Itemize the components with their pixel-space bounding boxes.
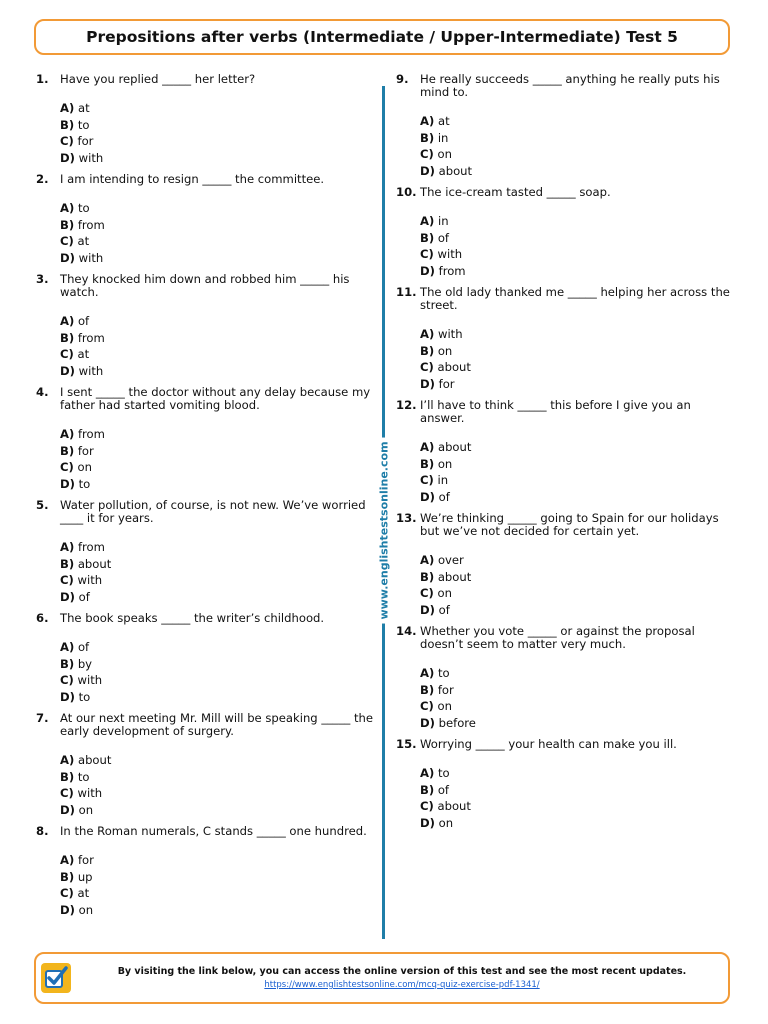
option-text: with <box>78 150 104 165</box>
option-text: in <box>437 473 449 487</box>
question-item <box>36 712 376 818</box>
option-text: at <box>437 114 450 128</box>
option-text: of <box>77 314 90 328</box>
question-number: 3. <box>36 272 49 286</box>
answer-option <box>420 113 736 130</box>
question-number: 14. <box>396 624 417 638</box>
question-text: Have you replied _____ her letter? <box>60 72 256 86</box>
answer-option <box>420 343 736 360</box>
answer-option <box>60 852 376 869</box>
option-letter: A) <box>420 214 435 228</box>
answer-option <box>420 765 736 782</box>
option-letter: A) <box>60 753 75 767</box>
page-title: Prepositions after verbs (Intermediate / Upper-Intermediate) Test 5 <box>86 28 678 46</box>
option-text: of <box>77 640 90 654</box>
option-letter: A) <box>420 114 435 128</box>
option-letter: C) <box>420 147 434 161</box>
question-item <box>36 386 376 492</box>
answer-option <box>420 439 736 456</box>
option-letter: A) <box>60 540 75 554</box>
answer-option <box>420 359 736 376</box>
option-text: about <box>437 440 472 454</box>
option-letter: D) <box>60 902 75 917</box>
answer-option <box>420 376 736 393</box>
question-number: 7. <box>36 711 49 725</box>
answer-options <box>36 100 376 166</box>
option-letter: D) <box>420 163 435 178</box>
question-text: The ice-cream tasted _____ soap. <box>420 185 611 199</box>
answer-options <box>396 439 736 505</box>
answer-option <box>60 346 376 363</box>
answer-options <box>396 552 736 618</box>
option-letter: B) <box>60 869 75 884</box>
option-text: of <box>438 489 450 504</box>
answer-option <box>60 133 376 150</box>
option-text: at <box>77 234 90 248</box>
answer-option <box>60 330 376 347</box>
option-letter: A) <box>60 201 75 215</box>
answer-option <box>420 326 736 343</box>
answer-option <box>60 902 376 919</box>
option-letter: B) <box>420 230 435 245</box>
answer-option <box>420 489 736 506</box>
option-letter: A) <box>420 666 435 680</box>
answer-option <box>60 363 376 380</box>
answer-option <box>60 572 376 589</box>
answer-option <box>60 100 376 117</box>
answer-option <box>60 539 376 556</box>
option-letter: B) <box>60 656 75 671</box>
option-text: from <box>77 540 105 554</box>
option-text: with <box>78 250 104 265</box>
footer-link[interactable]: https://www.englishtestsonline.com/mcq-quiz-exercise-pdf-1341/ <box>264 980 540 990</box>
option-text: on <box>437 456 453 471</box>
question-text: I’ll have to think _____ this before I give you an answer. <box>420 398 691 425</box>
option-text: at <box>77 886 90 900</box>
answer-option <box>60 233 376 250</box>
question-number: 9. <box>396 72 409 86</box>
option-letter: C) <box>420 360 434 374</box>
question-text: At our next meeting Mr. Mill will be speaking _____ the early development of surgery. <box>60 711 374 738</box>
answer-option <box>60 689 376 706</box>
option-letter: A) <box>420 327 435 341</box>
answer-option <box>60 200 376 217</box>
answer-option <box>420 715 736 732</box>
option-letter: B) <box>420 130 435 145</box>
option-letter: B) <box>420 343 435 358</box>
option-letter: D) <box>420 815 435 830</box>
option-letter: B) <box>60 556 75 571</box>
answer-options <box>396 326 736 392</box>
answer-options <box>396 665 736 731</box>
option-letter: B) <box>60 330 75 345</box>
option-letter: A) <box>420 766 435 780</box>
answer-option <box>420 585 736 602</box>
answer-option <box>420 569 736 586</box>
checkbox-icon <box>41 963 71 993</box>
questions-column-right <box>396 73 736 838</box>
option-text: for <box>77 853 94 867</box>
answer-options <box>36 852 376 918</box>
option-letter: A) <box>420 440 435 454</box>
option-text: from <box>77 427 105 441</box>
answer-option <box>420 665 736 682</box>
answer-option <box>420 602 736 619</box>
option-text: about <box>438 163 473 178</box>
answer-option <box>60 250 376 267</box>
answer-option <box>60 426 376 443</box>
option-text: up <box>77 869 93 884</box>
option-text: about <box>437 799 471 813</box>
question-number: 8. <box>36 824 49 838</box>
answer-option <box>60 589 376 606</box>
option-text: on <box>437 343 453 358</box>
answer-option <box>60 869 376 886</box>
option-text: for <box>77 443 94 458</box>
answer-option <box>420 246 736 263</box>
option-letter: A) <box>60 427 75 441</box>
option-letter: B) <box>60 217 75 232</box>
option-letter: C) <box>60 886 74 900</box>
option-letter: B) <box>420 782 435 797</box>
question-item <box>36 825 376 918</box>
option-letter: D) <box>60 250 75 265</box>
option-letter: D) <box>420 715 435 730</box>
option-text: about <box>77 753 112 767</box>
answer-options <box>396 113 736 179</box>
option-letter: B) <box>420 569 435 584</box>
option-letter: C) <box>420 473 434 487</box>
option-letter: D) <box>60 150 75 165</box>
answer-option <box>420 552 736 569</box>
questions-column-left <box>36 73 376 925</box>
option-text: with <box>437 247 463 261</box>
answer-option <box>60 476 376 493</box>
option-text: of <box>437 230 450 245</box>
question-number: 1. <box>36 72 49 86</box>
option-letter: D) <box>60 476 75 491</box>
question-number: 4. <box>36 385 49 399</box>
option-text: on <box>437 586 452 600</box>
option-text: about <box>437 360 471 374</box>
option-text: from <box>77 217 105 232</box>
question-number: 12. <box>396 398 417 412</box>
answer-option <box>420 263 736 280</box>
answer-option <box>420 146 736 163</box>
option-letter: D) <box>420 376 435 391</box>
answer-option <box>60 769 376 786</box>
option-text: to <box>78 689 91 704</box>
question-item <box>396 399 736 505</box>
option-text: on <box>438 815 454 830</box>
option-letter: B) <box>60 117 75 132</box>
option-letter: C) <box>420 699 434 713</box>
option-letter: D) <box>60 802 75 817</box>
title-box <box>34 19 730 55</box>
answer-option <box>420 230 736 247</box>
answer-option <box>60 672 376 689</box>
answer-option <box>60 885 376 902</box>
option-letter: A) <box>60 640 75 654</box>
option-text: with <box>77 786 103 800</box>
option-text: to <box>78 476 91 491</box>
question-text: They knocked him down and robbed him _____ his watch. <box>60 272 350 299</box>
question-text: Worrying _____ your health can make you ill. <box>420 737 677 751</box>
question-item <box>396 186 736 279</box>
option-letter: B) <box>60 769 75 784</box>
option-text: from <box>77 330 105 345</box>
question-text: Water pollution, of course, is not new. We’ve worried ____ it for years. <box>60 498 366 525</box>
answer-options <box>396 765 736 831</box>
question-item <box>36 173 376 266</box>
option-letter: D) <box>420 489 435 504</box>
question-item <box>396 738 736 831</box>
question-number: 13. <box>396 511 417 525</box>
option-letter: C) <box>60 673 74 687</box>
answer-option <box>420 798 736 815</box>
option-letter: D) <box>60 363 75 378</box>
option-text: of <box>78 589 90 604</box>
option-text: for <box>437 682 454 697</box>
option-letter: C) <box>420 799 434 813</box>
answer-option <box>420 782 736 799</box>
option-letter: D) <box>420 602 435 617</box>
option-letter: C) <box>60 573 74 587</box>
answer-option <box>420 682 736 699</box>
answer-option <box>60 556 376 573</box>
question-text: In the Roman numerals, C stands _____ one hundred. <box>60 824 367 838</box>
option-text: on <box>437 147 452 161</box>
option-text: to <box>77 201 90 215</box>
answer-option <box>420 815 736 832</box>
option-text: to <box>437 666 450 680</box>
question-number: 2. <box>36 172 49 186</box>
answer-options <box>36 752 376 818</box>
answer-option <box>60 639 376 656</box>
question-item <box>396 73 736 179</box>
option-letter: C) <box>60 347 74 361</box>
option-text: with <box>78 363 104 378</box>
answer-option <box>60 313 376 330</box>
answer-option <box>60 459 376 476</box>
option-letter: A) <box>60 314 75 328</box>
answer-options <box>36 200 376 266</box>
question-number: 10. <box>396 185 417 199</box>
answer-option <box>60 785 376 802</box>
option-text: at <box>77 347 90 361</box>
question-text: Whether you vote _____ or against the proposal doesn’t seem to matter very much. <box>420 624 695 651</box>
option-letter: D) <box>60 689 75 704</box>
footer-box <box>34 952 730 1004</box>
option-letter: A) <box>420 553 435 567</box>
question-item <box>396 286 736 392</box>
option-text: to <box>437 766 450 780</box>
column-divider <box>382 86 385 939</box>
answer-option <box>420 456 736 473</box>
site-label-text: www.englishtestsonline.com <box>378 437 391 623</box>
answer-option <box>420 130 736 147</box>
question-number: 15. <box>396 737 417 751</box>
option-text: on <box>78 802 94 817</box>
option-text: of <box>438 602 450 617</box>
option-letter: A) <box>60 853 75 867</box>
question-text: I sent _____ the doctor without any delay because my father had started vomiting blood. <box>60 385 371 412</box>
option-letter: C) <box>420 247 434 261</box>
option-text: on <box>437 699 452 713</box>
question-item <box>396 625 736 731</box>
option-text: with <box>437 327 463 341</box>
option-text: about <box>77 556 112 571</box>
question-text: I am intending to resign _____ the committee. <box>60 172 325 186</box>
option-text: from <box>438 263 466 278</box>
option-text: for <box>77 134 94 148</box>
option-letter: C) <box>60 234 74 248</box>
option-text: before <box>438 715 476 730</box>
answer-options <box>36 426 376 492</box>
option-text: for <box>438 376 455 391</box>
option-letter: C) <box>60 134 74 148</box>
answer-options <box>36 639 376 705</box>
option-text: in <box>437 214 449 228</box>
option-text: to <box>77 769 90 784</box>
option-text: over <box>437 553 464 567</box>
answer-option <box>420 213 736 230</box>
option-letter: D) <box>60 589 75 604</box>
question-number: 6. <box>36 611 49 625</box>
option-letter: B) <box>60 443 75 458</box>
answer-option <box>60 752 376 769</box>
option-letter: C) <box>60 786 74 800</box>
answer-option <box>420 472 736 489</box>
option-text: to <box>77 117 90 132</box>
option-letter: D) <box>420 263 435 278</box>
option-text: on <box>78 902 94 917</box>
answer-option <box>60 802 376 819</box>
option-text: with <box>77 673 103 687</box>
option-text: at <box>77 101 90 115</box>
option-text: with <box>77 573 103 587</box>
option-text: by <box>77 656 93 671</box>
option-letter: C) <box>420 586 434 600</box>
option-letter: B) <box>420 456 435 471</box>
answer-option <box>60 117 376 134</box>
option-text: about <box>437 569 472 584</box>
option-text: of <box>437 782 450 797</box>
option-text: in <box>437 130 449 145</box>
question-number: 5. <box>36 498 49 512</box>
footer-text: By visiting the link below, you can access the online version of this test and see the most recent updates. <box>117 966 687 977</box>
option-letter: C) <box>60 460 74 474</box>
answer-option <box>420 698 736 715</box>
answer-option <box>60 217 376 234</box>
question-text: The old lady thanked me _____ helping her across the street. <box>420 285 730 312</box>
answer-options <box>36 313 376 379</box>
answer-option <box>60 150 376 167</box>
question-item <box>36 612 376 705</box>
question-item <box>36 273 376 379</box>
answer-options <box>36 539 376 605</box>
option-letter: A) <box>60 101 75 115</box>
option-letter: B) <box>420 682 435 697</box>
answer-option <box>60 656 376 673</box>
answer-options <box>396 213 736 279</box>
question-text: The book speaks _____ the writer’s childhood. <box>60 611 325 625</box>
question-text: He really succeeds _____ anything he really puts his mind to. <box>420 72 720 99</box>
answer-option <box>60 443 376 460</box>
answer-option <box>420 163 736 180</box>
question-item <box>36 499 376 605</box>
question-text: We’re thinking _____ going to Spain for our holidays but we’ve not decided for certain yet. <box>420 511 719 538</box>
question-number: 11. <box>396 285 417 299</box>
option-text: on <box>77 460 92 474</box>
question-item <box>396 512 736 618</box>
question-item <box>36 73 376 166</box>
